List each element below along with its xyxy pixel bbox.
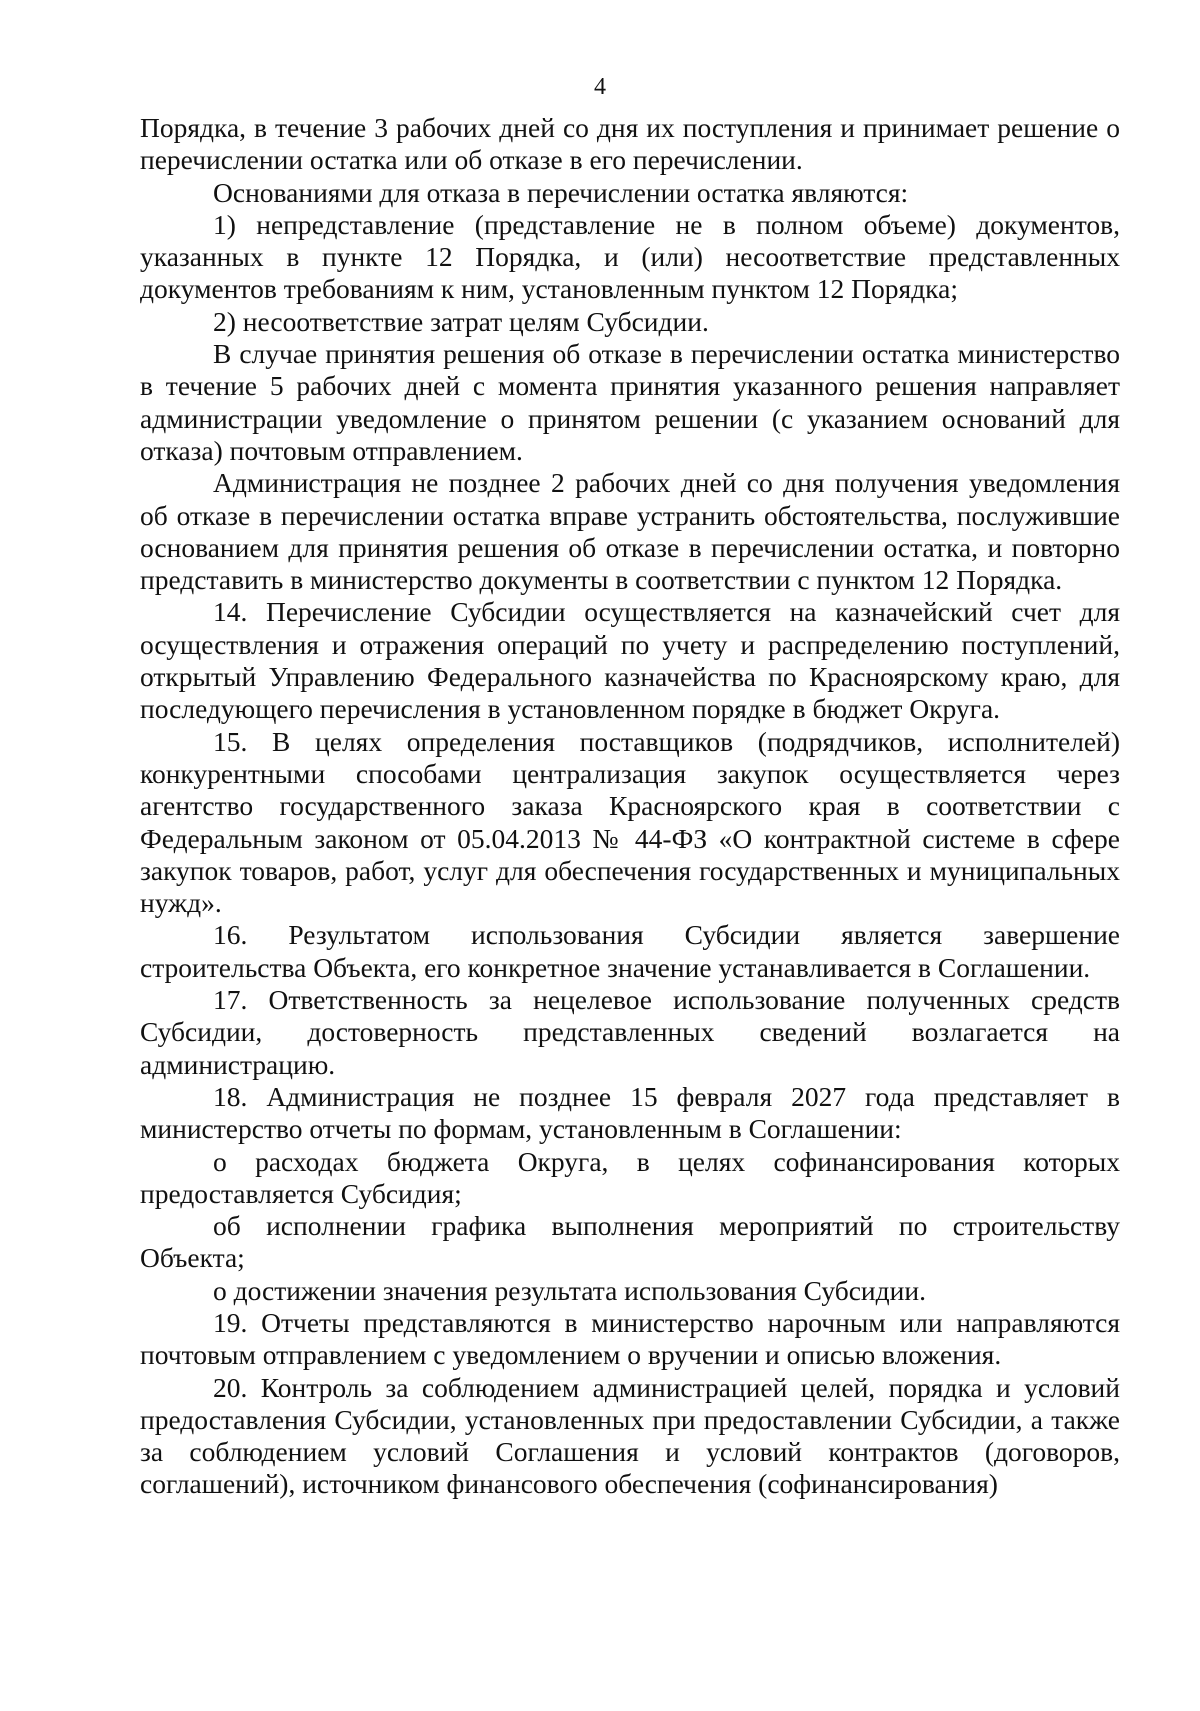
paragraph-13: об исполнении графика выполнения мероприятий по строительству Объекта; <box>140 1210 1120 1274</box>
paragraph-3: 1) непредставление (представление не в полном объеме) документов, указанных в пункте 12 Порядка, и (или) несоответствие представленных документов требованиям к ним, установленным пунктом 12 Порядка; <box>140 208 1120 305</box>
paragraph-1: Порядка, в течение 3 рабочих дней со дня их поступления и принимает решение о перечислении остатка или об отказе в его перечислении. <box>140 112 1120 176</box>
paragraph-14: о достижении значения результата использования Субсидии. <box>213 1274 926 1306</box>
paragraph-4: 2) несоответствие затрат целям Субсидии. <box>213 305 709 337</box>
paragraph-10: 17. Ответственность за нецелевое использование полученных средств Субсидии, достоверность представленных сведений возлагается на администрацию. <box>140 984 1120 1080</box>
paragraph-2: Основаниями для отказа в перечислении остатка являются: <box>213 176 909 208</box>
document-body <box>140 112 1120 1501</box>
page-number: 4 <box>594 74 606 100</box>
paragraph-8: 15. В целях определения поставщиков (подрядчиков, исполнителей) конкурентными способами централизация закупок осуществляется через агентство государственного заказа Красноярского края в соответствии с Федеральным законом от 05.04.2013 № 44-ФЗ «О контрактной системе в сфере закупок товаров, работ, услуг для обеспечения государственных и муниципальных нужд». <box>140 725 1120 919</box>
paragraph-16: 20. Контроль за соблюдением администрацией целей, порядка и условий предоставления Субсидии, установленных при предоставлении Субсидии, а также за соблюдением условий Соглашения и условий контрактов (договоров, соглашений), источником финансового обеспечения (софинансирования) <box>140 1371 1120 1500</box>
paragraph-9: 16. Результатом использования Субсидии является завершение строительства Объекта, его конкретное значение устанавливается в Соглашении. <box>140 919 1120 983</box>
paragraph-15: 19. Отчеты представляются в министерство нарочным или направляются почтовым отправлением с уведомлением о вручении и описью вложения. <box>140 1306 1120 1371</box>
paragraph-12: о расходах бюджета Округа, в целях софинансирования которых предоставляется Субсидия; <box>140 1145 1120 1209</box>
paragraph-6: Администрация не позднее 2 рабочих дней со дня получения уведомления об отказе в перечислении остатка вправе устранить обстоятельства, послужившие основанием для принятия решения об отказе в перечислении остатка, и повторно представить в министерство документы в соответствии с пунктом 12 Порядка. <box>140 467 1120 596</box>
paragraph-7: 14. Перечисление Субсидии осуществляется на казначейский счет для осуществления и отражения операций по учету и распределению поступлений, открытый Управлению Федерального казначейства по Красноярскому краю, для последующего перечисления в установленном порядке в бюджет Округа. <box>140 596 1120 725</box>
paragraph-11: 18. Администрация не позднее 15 февраля 2027 года представляет в министерство отчеты по формам, установленным в Соглашении: <box>140 1080 1120 1145</box>
paragraph-5: В случае принятия решения об отказе в перечислении остатка министерство в течение 5 рабочих дней с момента принятия указанного решения направляет администрации уведомление о принятом решении (с указанием оснований для отказа) почтовым отправлением. <box>140 338 1120 466</box>
